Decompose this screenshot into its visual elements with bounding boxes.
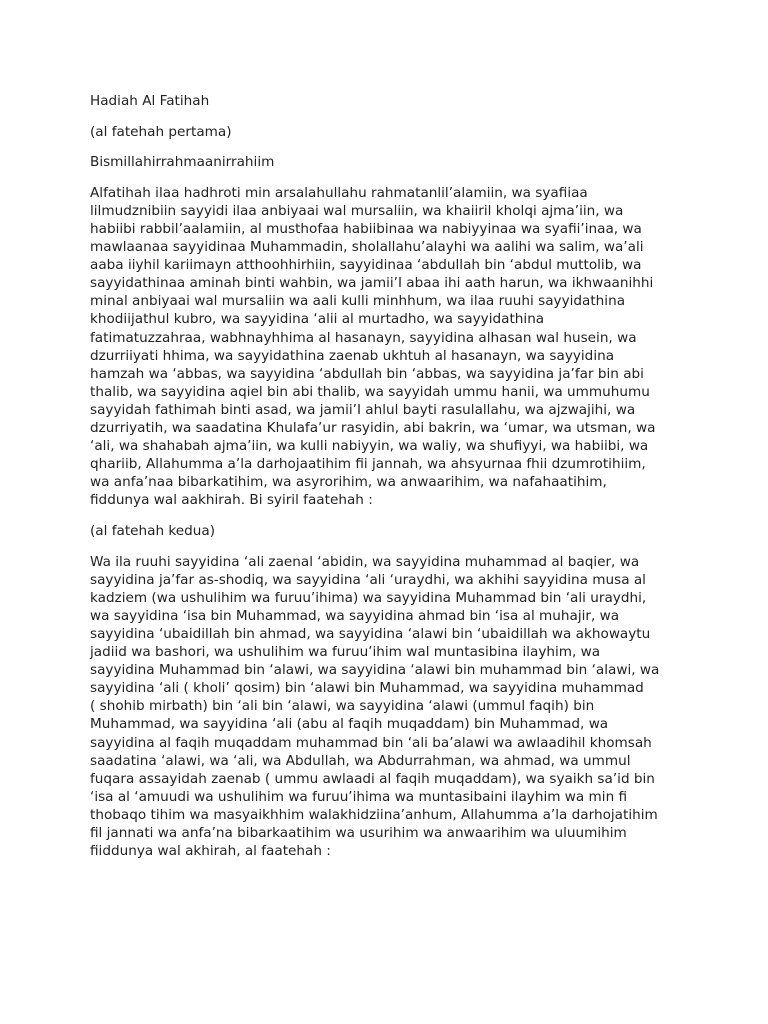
document-title: Hadiah Al Fatihah <box>90 93 210 109</box>
document-body <box>90 92 690 873</box>
paragraph-second: Wa ila ruuhi sayyidina ‘ali zaenal ‘abidin, wa sayyidina muhammad al baqier, wa sayyidina ja’far as-shodiq, wa sayyidina ‘ali ‘uraydhi, wa akhihi sayyidina musa al kadziem (wa ushulihim wa furuu’ihima) wa sayyidina Muhammad bin ‘ali uraydhi, wa sayyidina ‘isa bin Muhammad, wa sayyidina ahmad bin ‘isa al muhajir, wa sayyidina ‘ubaidillah bin ahmad, wa sayyidina ‘alawi bin ‘ubaidillah wa akhowaytu jadiid wa bashori, wa ushulihim wa furuu’ihim wal muntasibina ilayhim, wa sayyidina Muhammad bin ‘alawi, wa sayyidina ‘alawi bin muhammad bin ‘alawi, wa sayyidina ‘ali ( kholi’ qosim) bin ‘alawi bin Muhammad, wa sayyidina muhammad ( shohib mirbath) bin ‘ali bin ‘alawi, wa sayyidina ‘alawi (ummul faqih) bin Muhammad, wa sayyidina ‘ali (abu al faqih muqaddam) bin Muhammad, wa sayyidina al faqih muqaddam muhammad bin ‘ali ba’alawi wa awlaadihil khomsah saadatina ‘alawi, wa ‘ali, wa Abdullah, wa Abdurrahman, wa ahmad, wa ummul fuqara assayidah zaenab ( ummu awlaadi al faqih muqaddam), wa syaikh sa’id bin ‘isa al ‘amuudi wa ushulihim wa furuu’ihima wa muntasibaini ilayhim wa min fi thobaqo tihim wa masyaikhhim walakhidziina’anhum, Allahumma a’la darhojatihim fil jannati wa anfa’na bibarkaatihim wa usurihim wa anwaarihim wa uluumihim fiiddunya wal akhirah, al faatehah : <box>90 553 660 860</box>
basmala-line: Bismillahirrahmaanirrahiim <box>90 154 275 171</box>
section-heading-first: (al fatehah pertama) <box>90 123 232 140</box>
paragraph-first: Alfatihah ilaa hadhroti min arsalahullahu rahmatanlil’alamiin, wa syafiiaa lilmudznibiin sayyidi ilaa anbiyaai wal mursaliin, wa khaiiril kholqi ajma’iin, wa habiibi rabbil’aalamiin, al musthofaa habiibinaa wa nabiyyinaa wa syafii’inaa, wa mawlaanaa sayyidinaa Muhammadin, sholallahu’alayhi wa aalihi wa salim, wa’ali aaba iiyhil kariimayn atthoohhirhiin, sayyidinaa ‘abdullah bin ‘abdul muttolib, wa sayyidathinaa aminah binti wahbin, wa jamii’I abaa ihi aath harun, wa ikhwaanihhi minal anbiyaai wal mursaliin wa aali kulli minhhum, wa ilaa ruuhi sayyidathina khodiijathul kubro, wa sayyidina ‘alii al murtadho, wa sayyidathina fatimatuzzahraa, wabhnayhhima al hasanayn, sayyidina alhasan wal husein, wa dzurriiyati hhima, wa sayyidathina zaenab ukhtuh al hasanayn, wa sayyidina hamzah wa ‘abbas, wa sayyidina ‘abdullah bin ‘abbas, wa sayyidina ja’far bin abi thalib, wa sayyidina aqiel bin abi thalib, wa sayyidah ummu hanii, wa ummuhumu sayyidah fathimah binti asad, wa jamii’I ahlul bayti rasulallahu, wa ajzwajihi, wa dzurriyatih, wa saadatina Khulafa’ur rasyidin, abi bakrin, wa ‘umar, wa utsman, wa ‘ali, wa shahabah ajma’iin, wa kulli nabiyyin, wa waliy, wa shufiyyi, wa habiibi, wa qhariib, Allahumma a’la darhojaatihim fii jannah, wa ahsyurnaa fhii dzumrotihiim, wa anfa’naa bibarkatihim, wa asyrorihim, wa anwaarihim, wa nafahaatihim, fiddunya wal aakhirah. Bi syiril faatehah : <box>90 184 656 509</box>
section-heading-second: (al fatehah kedua) <box>90 522 216 539</box>
